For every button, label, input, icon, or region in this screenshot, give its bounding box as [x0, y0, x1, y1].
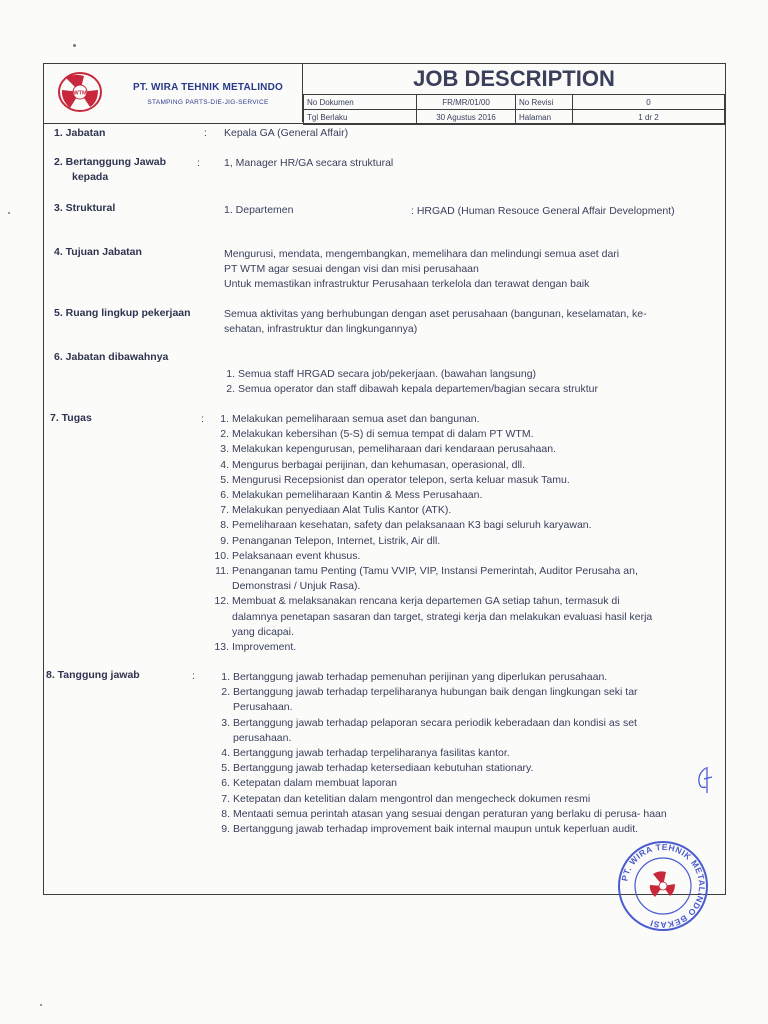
ruang-lingkup-line: Semua aktivitas yang berhubungan dengan aset perusahaan (bangunan, keselamatan, ke- — [224, 308, 647, 320]
section-struktural-departemen: 1. Departemen — [224, 204, 294, 216]
section-struktural-value: : HRGAD (Human Resouce General Affair Development) — [411, 205, 675, 217]
company-stamp — [617, 840, 709, 932]
list-item: 4. Bertanggung jawab terhadap terpeliharanya fasilitas kantor. — [221, 747, 510, 760]
tujuan-line: Mengurusi, mendata, mengembangkan, memelihara dan melindungi semua aset dari — [224, 248, 620, 260]
section-tugas-label: 7. Tugas — [50, 412, 92, 424]
halaman-value: 1 dr 2 — [573, 110, 725, 125]
section-bertanggung-jawab-label: 2. Bertanggung Jawab — [54, 156, 167, 168]
no-dokumen-label: No Dokumen — [304, 95, 417, 110]
company-logo-icon — [56, 70, 104, 114]
list-item: 9. Bertanggung jawab terhadap improvement baik internal maupun untuk keperluan audit. — [221, 823, 639, 836]
section-bertanggung-jawab-colon: : — [197, 157, 200, 169]
list-item: 12. Membuat & melaksanakan rencana kerja departemen GA setiap tahun, termasuk di dalamnya penetapan sasaran dan target, strategi kerja dan melakukan evaluasi hasil kerja yang dicapai. — [214, 595, 653, 638]
list-item: 2. Semua operator dan staff dibawah kepala departemen/bagian secara struktur — [226, 383, 598, 396]
list-item: 7. Ketepatan dan ketelitian dalam mengontrol dan mengecheck dokumen resmi — [221, 792, 591, 805]
no-revisi-label: No Revisi — [516, 95, 573, 110]
section-struktural-label: 3. Struktural — [54, 202, 116, 214]
list-item: 4. Mengurus berbagai perijinan, dan kehumasan, operasional, dll. — [220, 458, 526, 471]
job-description-sheet — [43, 63, 726, 895]
list-item: 7. Melakukan penyediaan Alat Tulis Kantor (ATK). — [220, 504, 452, 517]
list-item: 2. Melakukan kebersihan (5-S) di semua tempat di dalam PT WTM. — [220, 428, 534, 441]
list-item: 3. Melakukan kepengurusan, pemeliharaan dari kendaraan perusahaan. — [220, 443, 556, 456]
list-item: 9. Penanganan Telepon, Internet, Listrik, Air dll. — [220, 534, 441, 547]
list-item: 11. Penanganan tamu Penting (Tamu VVIP, VIP, Instansi Pemerintah, Auditor Perusaha an, Demonstrasi / Unjuk Rasa). — [215, 565, 638, 593]
list-item: 5. Bertanggung jawab terhadap ketersediaan kebutuhan stationary. — [221, 762, 534, 775]
tujuan-line: PT WTM agar sesuai dengan visi dan misi perusahaan — [224, 263, 479, 275]
company-block — [44, 64, 303, 122]
section-tanggung-jawab-list — [215, 670, 671, 837]
section-bertanggung-jawab-label-2: kepada — [72, 171, 109, 183]
section-jabatan-label: 1. Jabatan — [54, 127, 106, 139]
svg-text:WTM: WTM — [73, 90, 87, 97]
tujuan-line: Untuk memastikan infrastruktur Perusahaan terkelola dan terawat dengan baik — [224, 278, 590, 290]
list-item: 2. Bertanggung jawab terhadap terpeliharanya hubungan baik dengan lingkungan seki tar Perusahaan. — [221, 686, 638, 714]
halaman-label: Halaman — [516, 110, 573, 125]
svg-text:PT. WIRA TEHNIK METALINDO BEKA: PT. WIRA TEHNIK METALINDO BEKASI — [619, 841, 708, 931]
company-name: PT. WIRA TEHNIK METALINDO — [133, 82, 283, 93]
list-item: 3. Bertanggung jawab terhadap pelaporan secara periodik keberadaan dan kondisi as set perusahaan. — [221, 716, 637, 744]
list-item: 10. Pelaksanaan event khusus. — [214, 549, 361, 562]
tgl-berlaku-label: Tgl Berlaku — [304, 110, 417, 125]
list-item: 8. Pemeliharaan kesehatan, safety dan pelaksanaan K3 bagi seluruh karyawan. — [220, 519, 592, 532]
section-jabatan-dibawahnya-label: 6. Jabatan dibawahnya — [54, 351, 169, 363]
ruang-lingkup-line: sehatan, infrastruktur dan lingkungannya) — [224, 323, 418, 335]
no-revisi-value: 0 — [573, 95, 725, 110]
section-tujuan-text — [224, 247, 619, 292]
section-jabatan-value: Kepala GA (General Affair) — [224, 127, 349, 139]
section-tanggung-jawab-colon: : — [192, 670, 195, 682]
section-tanggung-jawab-label: 8. Tanggung jawab — [46, 669, 140, 681]
section-bertanggung-jawab-value: 1, Manager HR/GA secara struktural — [224, 157, 394, 169]
list-item: 5. Mengurusi Recepsionist dan operator telepon, serta keluar masuk Tamu. — [220, 473, 570, 486]
company-tagline: STAMPING PARTS-DIE-JIG-SERVICE — [147, 99, 269, 106]
section-ruang-lingkup-label: 5. Ruang lingkup pekerjaan — [54, 307, 191, 319]
list-item: 1. Bertanggung jawab terhadap pemenuhan perijinan yang diperlukan perusahaan. — [221, 671, 608, 683]
tgl-berlaku-value: 30 Agustus 2016 — [417, 110, 516, 125]
section-tugas-list — [210, 412, 666, 655]
list-item: 1. Semua staff HRGAD secara job/pekerjaan. (bawahan langsung) — [226, 368, 537, 380]
section-jabatan-colon: : — [204, 127, 207, 139]
section-tugas-colon: : — [201, 413, 204, 425]
list-item: 6. Ketepatan dalam membuat laporan — [221, 777, 398, 790]
document-title: JOB DESCRIPTION — [413, 66, 615, 91]
signature-mark — [694, 765, 714, 795]
section-jabatan-dibawahnya-list — [220, 367, 720, 397]
no-dokumen-value: FR/MR/01/00 — [417, 95, 516, 110]
list-item: 6. Melakukan pemeliharaan Kantin & Mess Perusahaan. — [220, 489, 483, 502]
list-item: 1. Melakukan pemeliharaan semua aset dan bangunan. — [220, 413, 480, 425]
list-item: 8. Mentaati semua perintah atasan yang sesuai dengan peraturan yang berlaku di perusa- haan — [221, 807, 667, 820]
document-meta-table — [303, 94, 725, 125]
section-tujuan-label: 4. Tujuan Jabatan — [54, 246, 142, 258]
list-item: 13. Improvement. — [214, 641, 297, 654]
section-ruang-lingkup-text — [224, 307, 647, 337]
document-header — [44, 64, 725, 124]
